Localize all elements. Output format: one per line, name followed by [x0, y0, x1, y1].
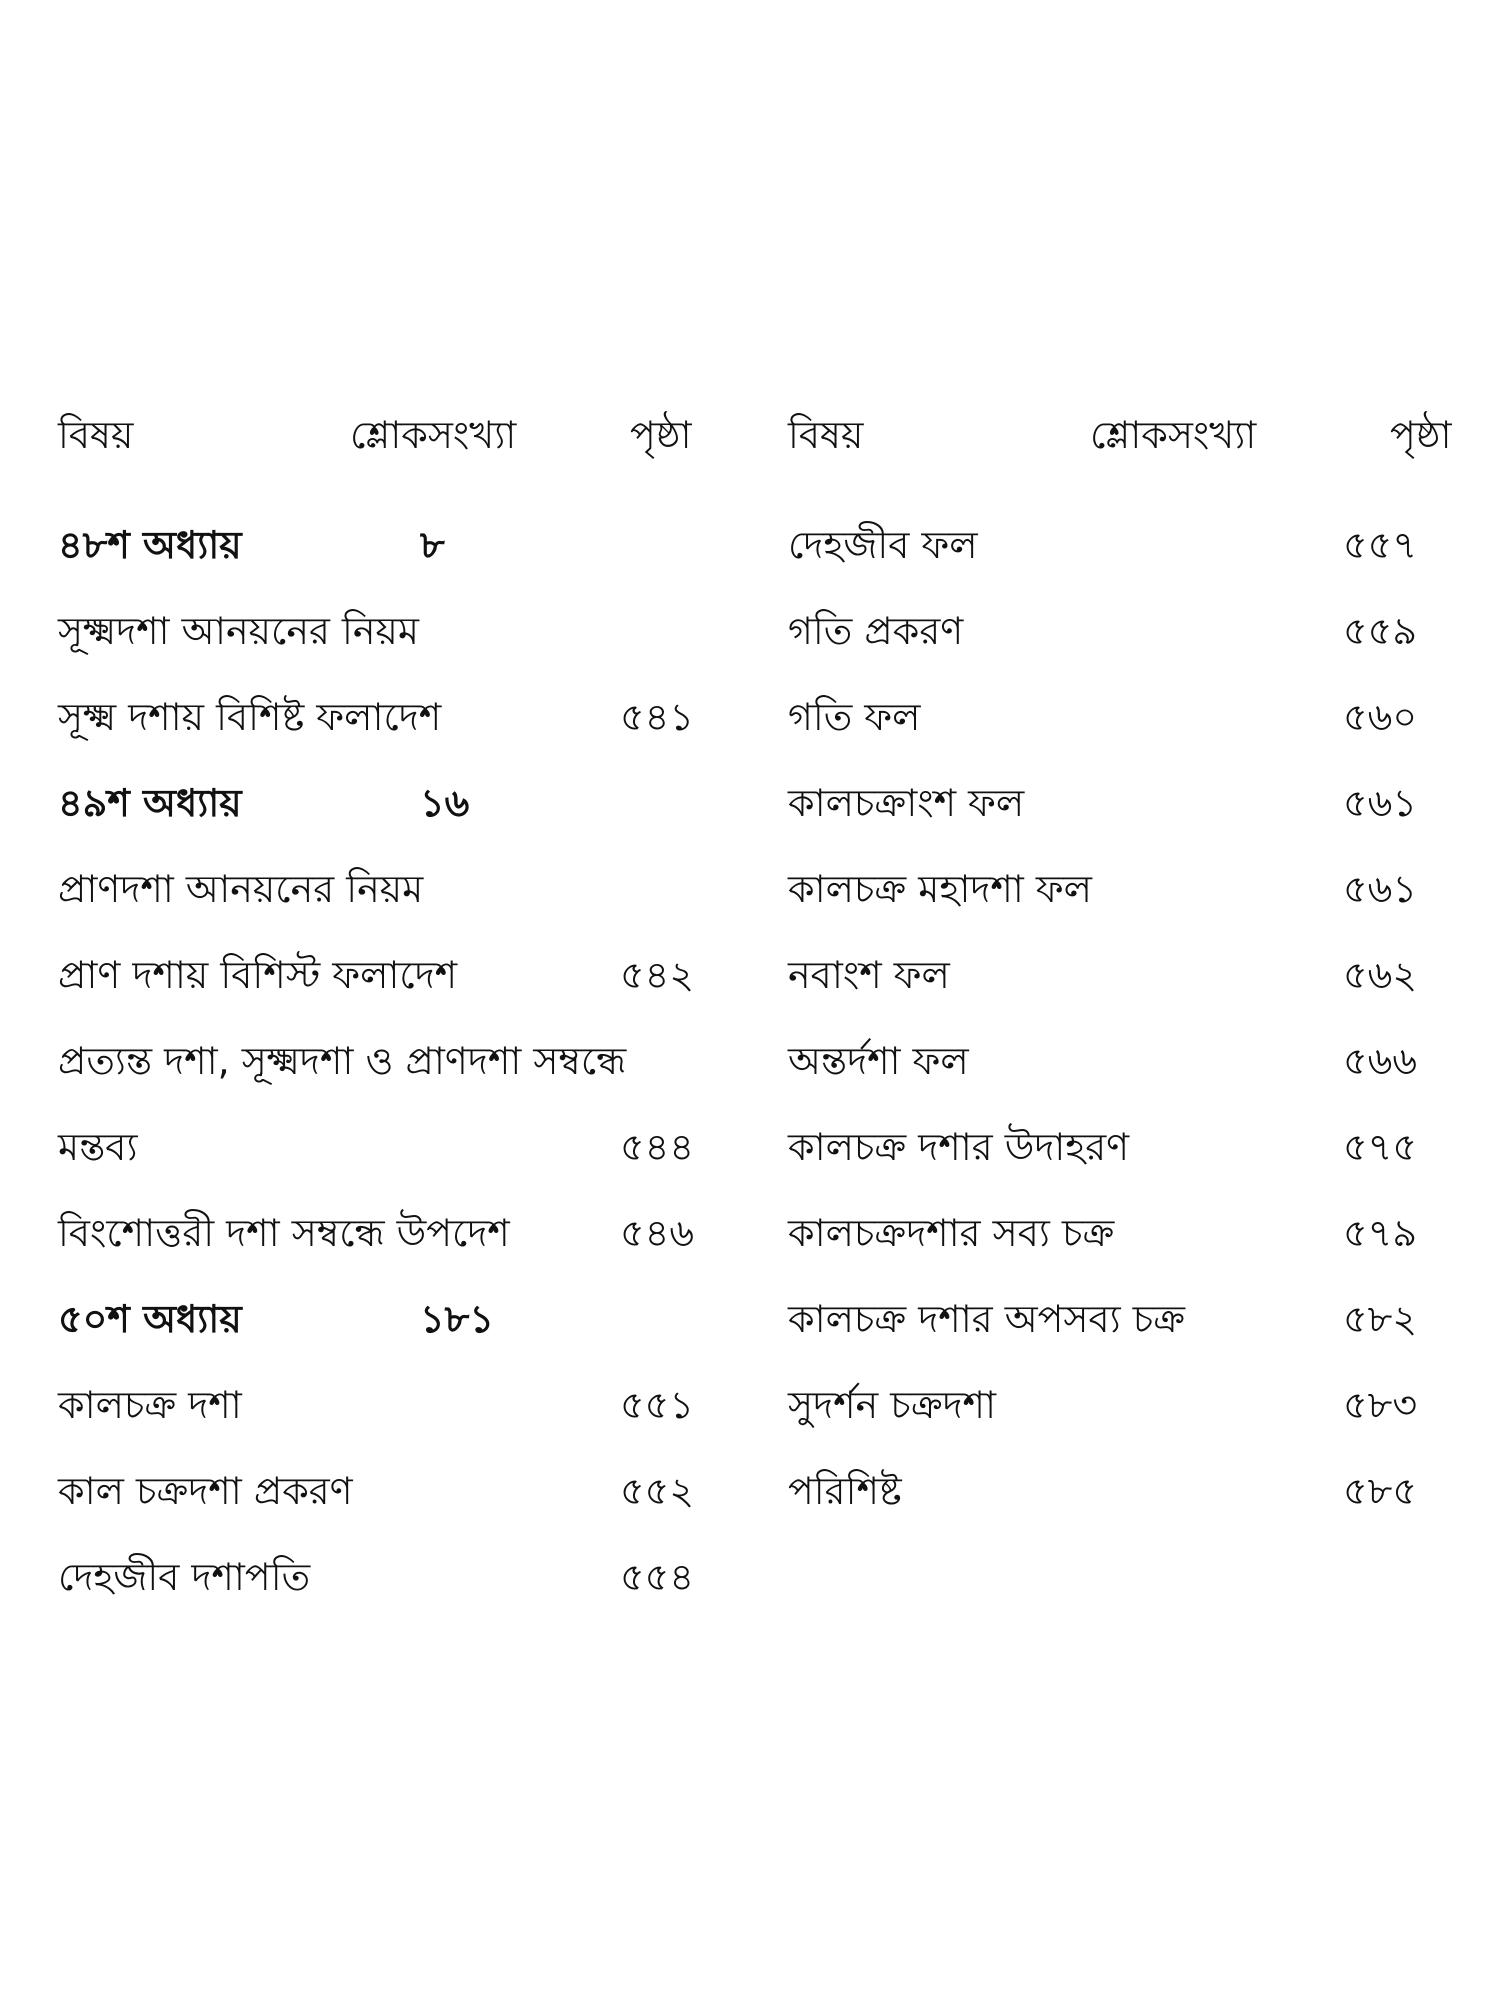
entry-page-number: ৫৮৩ [1343, 1383, 1418, 1427]
entry-page-number: ৫৭৫ [1343, 1125, 1418, 1169]
entry-title: পরিশিষ্ট [788, 1469, 902, 1513]
entry-title: গতি প্রকরণ [788, 609, 964, 653]
entry-verse-count: ১৬ [420, 781, 470, 825]
header-verse-count: শ্লোকসংখ্যা [1090, 413, 1257, 457]
entry-title: প্রাণদশা আনয়নের নিয়ম [58, 867, 424, 911]
entry-page-number: ৫৬০ [1343, 695, 1418, 739]
entry-title: কালচক্র মহাদশা ফল [788, 867, 1092, 911]
entry-title: ৪৯শ অধ্যায় [58, 781, 242, 825]
toc-entry-row [788, 773, 1468, 859]
entry-verse-count: ৮ [420, 523, 445, 567]
toc-chapter-row [58, 1289, 708, 1375]
entry-title: কালচক্র দশার অপসব্য চক্র [788, 1297, 1186, 1341]
toc-entry-row [58, 1031, 708, 1117]
header-subject: বিষয় [788, 413, 864, 457]
entry-verse-count: ১৮১ [420, 1297, 494, 1341]
entry-page-number: ৫৮২ [1343, 1297, 1418, 1341]
entry-title: কালচক্র দশা [58, 1383, 242, 1427]
toc-entry-row [788, 1375, 1468, 1461]
entry-page-number: ৫৬৬ [1343, 1039, 1418, 1083]
toc-right-entries [788, 515, 1468, 1547]
entry-title: ৫০শ অধ্যায় [58, 1297, 242, 1341]
toc-chapter-row [58, 773, 708, 859]
header-page: পৃষ্ঠা [1390, 413, 1452, 457]
toc-left-column [58, 405, 708, 1633]
entry-page-number: ৫৫২ [620, 1469, 695, 1513]
toc-entry-row [788, 1117, 1468, 1203]
entry-page-number: ৫৪২ [620, 953, 695, 997]
entry-title: কাল চক্রদশা প্রকরণ [58, 1469, 353, 1513]
header-verse-count: শ্লোকসংখ্যা [350, 413, 517, 457]
entry-page-number: ৫৪১ [620, 695, 694, 739]
entry-title: সূক্ষ্ম দশায় বিশিষ্ট ফলাদেশ [58, 695, 442, 739]
toc-entry-row [788, 1031, 1468, 1117]
entry-title: অন্তর্দশা ফল [788, 1039, 969, 1083]
entry-title: সুদর্শন চক্রদশা [788, 1383, 997, 1427]
entry-title: কালচক্র দশার উদাহরণ [788, 1125, 1130, 1169]
toc-entry-row [788, 859, 1468, 945]
entry-title: কালচক্রদশার সব্য চক্র [788, 1211, 1115, 1255]
entry-title: সূক্ষ্মদশা আনয়নের নিয়ম [58, 609, 420, 653]
entry-page-number: ৫৪৪ [620, 1125, 694, 1169]
toc-entry-row [788, 1461, 1468, 1547]
toc-entry-row [58, 1375, 708, 1461]
entry-page-number: ৫৬১ [1343, 781, 1418, 825]
entry-page-number: ৫৫৪ [620, 1555, 694, 1599]
toc-entry-row [788, 687, 1468, 773]
entry-page-number: ৫৫৯ [1343, 609, 1417, 653]
entry-title: কালচক্রাংশ ফল [788, 781, 1025, 825]
toc-entry-row [788, 1289, 1468, 1375]
toc-entry-row [788, 515, 1468, 601]
toc-left-header [58, 405, 708, 465]
toc-entry-row [788, 945, 1468, 1031]
toc-chapter-row [58, 515, 708, 601]
entry-title: প্রাণ দশায় বিশিস্ট ফলাদেশ [58, 953, 458, 997]
toc-entry-row [58, 945, 708, 1031]
toc-entry-row [58, 1547, 708, 1633]
entry-page-number: ৫৮৫ [1343, 1469, 1417, 1513]
entry-page-number: ৫৫১ [620, 1383, 694, 1427]
toc-right-column [788, 405, 1468, 1547]
entry-page-number: ৫৪৬ [620, 1211, 695, 1255]
toc-entry-row [58, 1117, 708, 1203]
entry-page-number: ৫৬১ [1343, 867, 1418, 911]
toc-entry-row [58, 687, 708, 773]
header-page: পৃষ্ঠা [630, 413, 692, 457]
toc-entry-row [58, 601, 708, 687]
entry-page-number: ৫৭৯ [1343, 1211, 1418, 1255]
toc-entry-row [788, 601, 1468, 687]
entry-title: দেহজীব দশাপতি [58, 1555, 311, 1599]
entry-title: দেহজীব ফল [788, 523, 978, 567]
entry-page-number: ৫৫৭ [1343, 523, 1418, 567]
entry-title: প্রত্যন্ত দশা, সূক্ষ্মদশা ও প্রাণদশা সম্বন্ধে [58, 1039, 627, 1083]
header-subject: বিষয় [58, 413, 134, 457]
entry-title: নবাংশ ফল [788, 953, 950, 997]
entry-page-number: ৫৬২ [1343, 953, 1418, 997]
toc-right-header [788, 405, 1468, 465]
entry-title: বিংশোত্তরী দশা সম্বন্ধে উপদেশ [58, 1211, 510, 1255]
entry-title: ৪৮শ অধ্যায় [58, 523, 242, 567]
toc-left-entries [58, 515, 708, 1633]
toc-entry-row [58, 1203, 708, 1289]
entry-title: গতি ফল [788, 695, 921, 739]
toc-entry-row [58, 1461, 708, 1547]
entry-title: মন্তব্য [58, 1125, 138, 1169]
toc-entry-row [58, 859, 708, 945]
toc-entry-row [788, 1203, 1468, 1289]
